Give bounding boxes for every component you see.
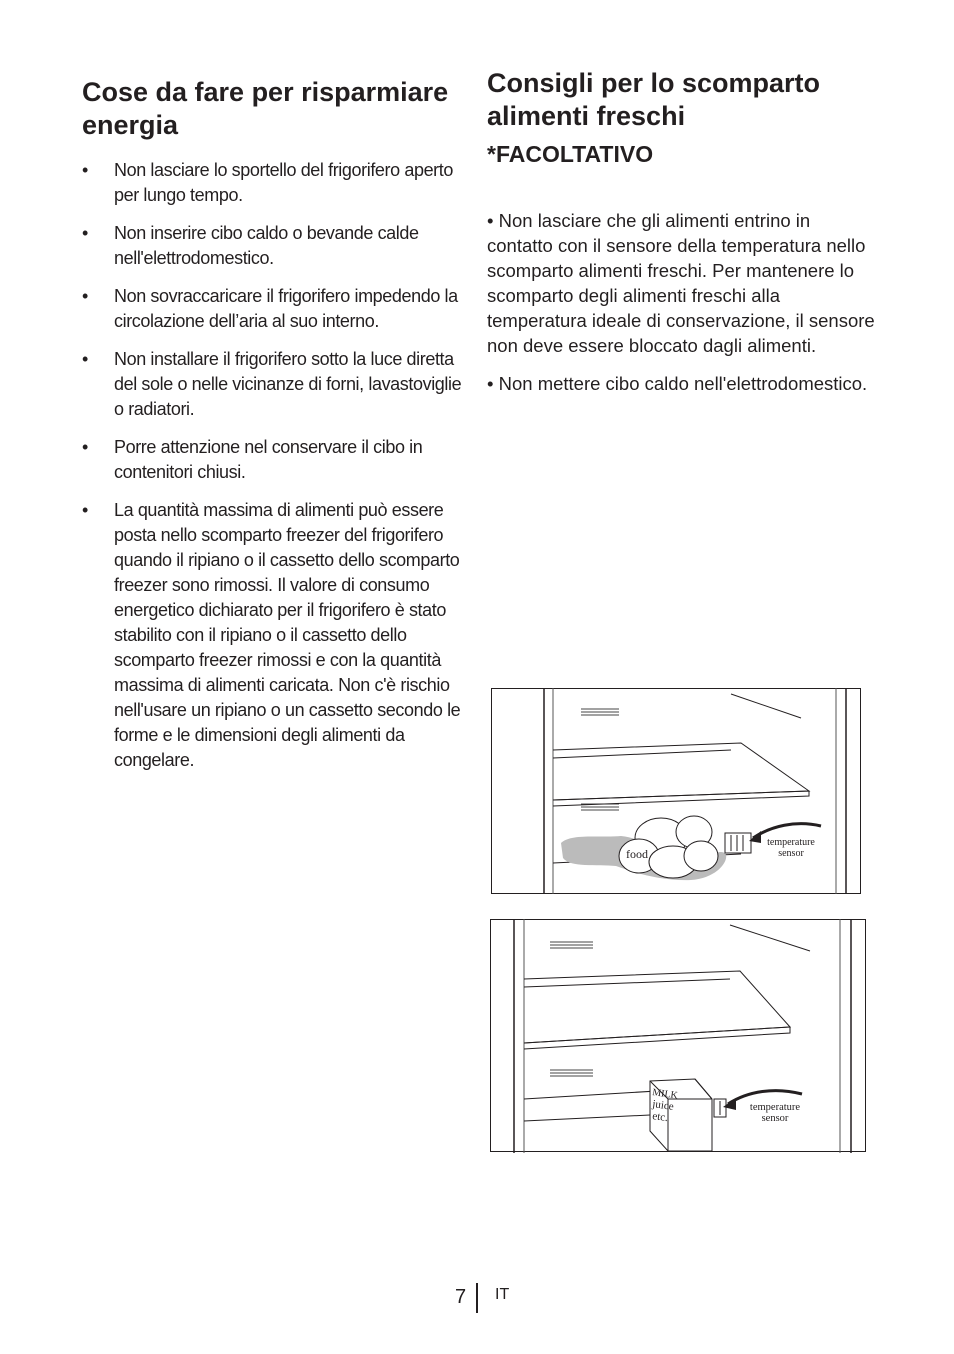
sensor-paragraph: • Non lasciare che gli alimenti entrino in contatto con il sensore della temperatura nello scomparto alimenti freschi. Per mantenere lo scomparto degli alimenti freschi alla temperatura ideale di conservazione, il sensore non deve essere bloccato dagli alimenti.: [487, 210, 875, 356]
left-column: [82, 76, 462, 786]
bullet-icon: •: [82, 160, 88, 180]
language-code: IT: [495, 1286, 510, 1303]
energy-saving-list: [82, 158, 462, 773]
page-number: 7: [455, 1286, 467, 1308]
list-item-text: Non installare il frigorifero sotto la luce diretta del sole o nelle vicinanze di forni, lavastoviglie o radiatori.: [114, 349, 462, 419]
list-item-text: Porre attenzione nel conservare il cibo in contenitori chiusi.: [114, 437, 423, 482]
bullet-icon: •: [82, 223, 88, 243]
fresh-food-title: Consigli per lo scomparto alimenti freschi: [487, 68, 821, 131]
energy-saving-title: Cose da fare per risparmiare energia: [82, 77, 449, 140]
list-item: [82, 347, 462, 422]
temperature-sensor-icon: [714, 1099, 726, 1117]
optional-subtitle: *FACOLTATIVO: [487, 141, 654, 167]
bullet-icon: •: [82, 437, 88, 457]
list-item-text: Non sovraccaricare il frigorifero impedendo la circolazione dell’aria al suo interno.: [114, 286, 458, 331]
bullet-icon: •: [82, 286, 88, 306]
sensor-label: sensor: [761, 1113, 789, 1124]
list-item: [82, 284, 462, 334]
list-item-text: Non lasciare lo sportello del frigorifero aperto per lungo tempo.: [114, 160, 453, 205]
list-item: [82, 498, 462, 773]
hot-food-paragraph: • Non mettere cibo caldo nell'elettrodomestico.: [487, 373, 868, 394]
carton-label: MILK: [651, 1087, 679, 1102]
list-item-text: Non inserire cibo caldo o bevande calde nell'elettrodomestico.: [114, 223, 419, 268]
temperature-sensor-icon: [725, 833, 751, 853]
footer-divider: [476, 1283, 478, 1313]
list-item: [82, 221, 462, 271]
bullet-icon: •: [82, 500, 88, 520]
right-column: [487, 67, 877, 409]
list-item: [82, 435, 462, 485]
sensor-label: temperature: [767, 837, 815, 848]
bullet-icon: •: [82, 349, 88, 369]
food-sensor-illustration: [491, 688, 862, 895]
list-item: [82, 158, 462, 208]
carton-sensor-illustration: [490, 919, 867, 1153]
list-item-text: La quantità massima di alimenti può essere posta nello scomparto freezer del frigorifero quando il ripiano o il cassetto dello scomparto freezer sono rimossi. Il valore di consumo energetico dichiarato per il frigorifero è stato stabilito con il ripiano o il cassetto dello scomparto freezer rimossi e con la quantità massima di alimenti caricata. Non c'è rischio nell'usare un ripiano o un cassetto secondo le forme e le dimensioni degli alimenti da congelare.: [114, 500, 461, 770]
sensor-label: temperature: [749, 1102, 801, 1113]
carton-label: etc.: [651, 1110, 669, 1125]
carton-label: juice: [651, 1098, 675, 1113]
food-label: food: [626, 847, 648, 861]
sensor-label: sensor: [778, 848, 804, 859]
